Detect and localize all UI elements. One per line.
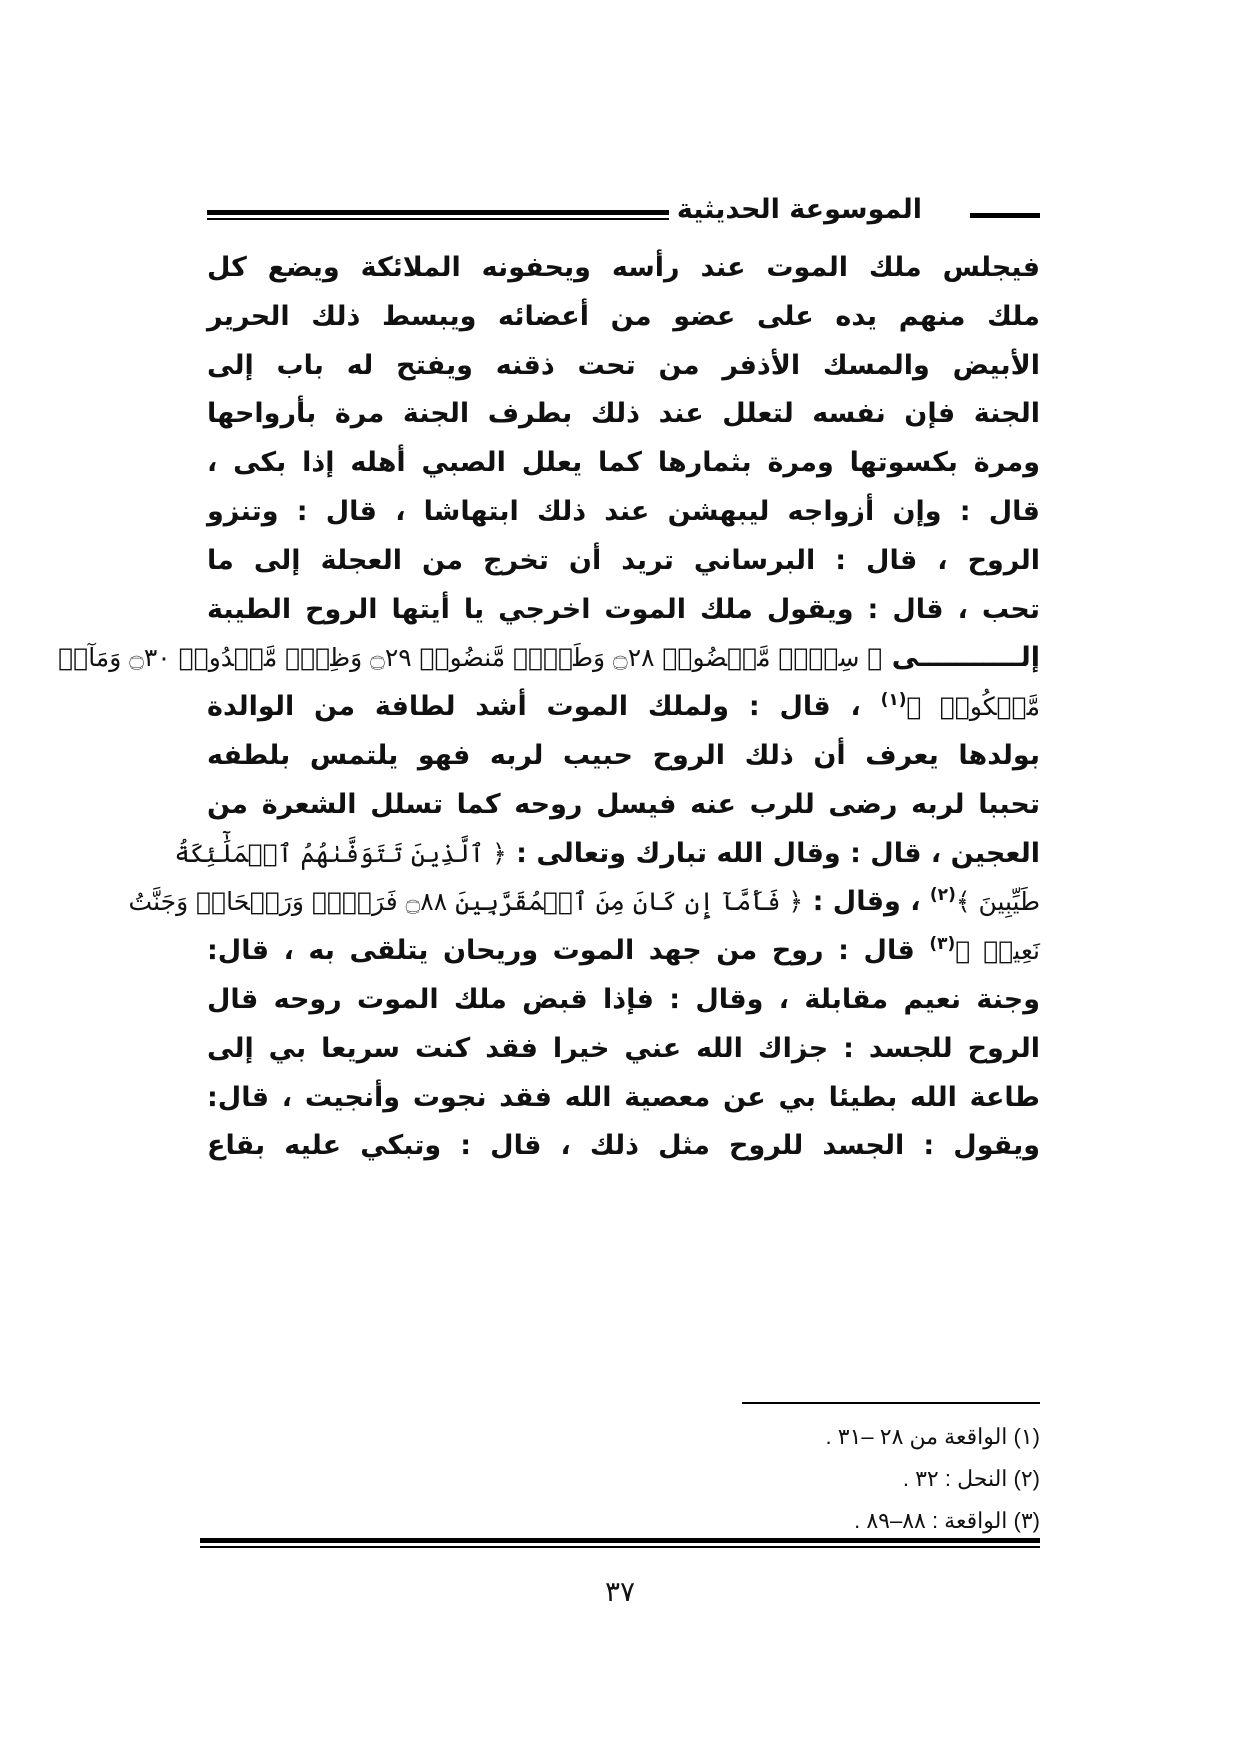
footnote: (٢) النحل : ٣٢ . [902,1466,1040,1491]
text-line: وجنة نعيم مقابلة ، وقال : فإذا قبض ملك الموت روحه قال [207,983,1040,1015]
line-text: ، وقال : [812,886,921,918]
text-line: طاعة الله بطيئا بي عن معصية الله فقد نجوت وأنجيت ، قال: [207,1081,1040,1113]
footnote-ref: (٣) [929,934,956,955]
text-line-quran [58,634,1040,683]
text-line: الجنة فإن نفسه لتعلل عند ذلك بطرف الجنة مرة بأرواحها [207,398,1040,430]
quran-verse: ﴿ سِدۡرٖ مَّخۡضُودٖ ۝٢٨ وَطَلۡحٖ مَّنضُودٖ ۝٢٩ وَظِلّٖ مَّمۡدُودٖ ۝٣٠ وَمَآءٖ [58,643,883,673]
footnote-separator [742,1402,1040,1404]
footnote-ref: (١) [880,690,907,711]
footnotes [400,1416,1040,1542]
quran-verse: طَيِّبِينَ ﴾ [955,887,1040,917]
running-header [207,192,1040,232]
text-line-quran [128,878,1040,927]
footer-rule-double [200,1538,1040,1548]
line-prefix: إلـــــــــــى [891,642,1040,674]
quran-verse: ﴿ ٱلَّذِينَ تَتَوَفَّىٰهُمُ ٱلۡمَلَٰٓئِكَةُ [174,838,507,868]
text-line: الأبيض والمسك الأذفر من تحت ذقنه ويفتح له باب إلى [207,349,1040,381]
header-rule-double [207,210,727,220]
text-line: قال : وإن أزواجه ليبهشن عند ذلك ابتهاشا ، قال : وتنزو [207,495,1040,527]
text-line: ومرة بكسوتها ومرة بثمارها كما يعلل الصبي أهله إذا بكى ، [207,447,1040,479]
quran-verse: مَّسۡكُوبٖ ﴾ [906,692,1040,722]
header-rule-short [970,213,1040,218]
text-line-quran [207,927,1040,976]
text-line: بولدها يعرف أن ذلك الروح حبيب لربه فهو يلتمس بلطفه [207,739,1040,771]
quran-verse: ﴿ فَأَمَّآ إِن كَانَ مِنَ ٱلۡمُقَرَّبِينَ ۝٨٨ فَرَوۡحٞ وَرَيۡحَانٞ وَجَنَّتُ [128,887,804,917]
text-line: تحببا لربه رضى للرب عنه فيسل روحه كما تسلل الشعرة من [207,788,1040,820]
quran-verse: نَعِيمٖ ﴾ [955,936,1040,966]
footnote: (١) الواقعة من ٢٨ –٣١ . [825,1424,1040,1449]
text-line: ويقول : الجسد للروح مثل ذلك ، قال : وتبكي عليه بقاع [207,1130,1040,1162]
text-line-quran [174,830,1040,879]
footnote-ref: (٢) [929,885,956,906]
body-text [58,244,1040,1171]
text-line: فيجلس ملك الموت عند رأسه ويحفونه الملائكة ويضع كل [207,252,1040,283]
text-line: الروح ، قال : البرساني تريد أن تخرج من العجلة إلى ما [207,544,1040,576]
text-line: ملك منهم يده على عضو من أعضائه ويبسط ذلك الحرير [207,300,1040,332]
text-line: الروح للجسد : جزاك الله عني خيرا فقد كنت سريعا بي إلى [207,1032,1040,1064]
footnote: (٣) الواقعة : ٨٨–٨٩ . [854,1508,1040,1533]
line-text: ، قال : ولملك الموت أشد لطافة من الوالدة [207,691,861,723]
line-text: العجين ، قال : وقال الله تبارك وتعالى : [516,837,1040,869]
line-text: قال : روح من جهد الموت وريحان يتلقى به ، قال: [207,935,915,967]
page-number: ٣٧ [604,1576,636,1607]
text-line-quran [207,683,1040,732]
header-title: الموسوعة الحديثية [669,192,930,228]
text-line: تحب ، قال : ويقول ملك الموت اخرجي يا أيتها الروح الطيبة [207,593,1040,625]
